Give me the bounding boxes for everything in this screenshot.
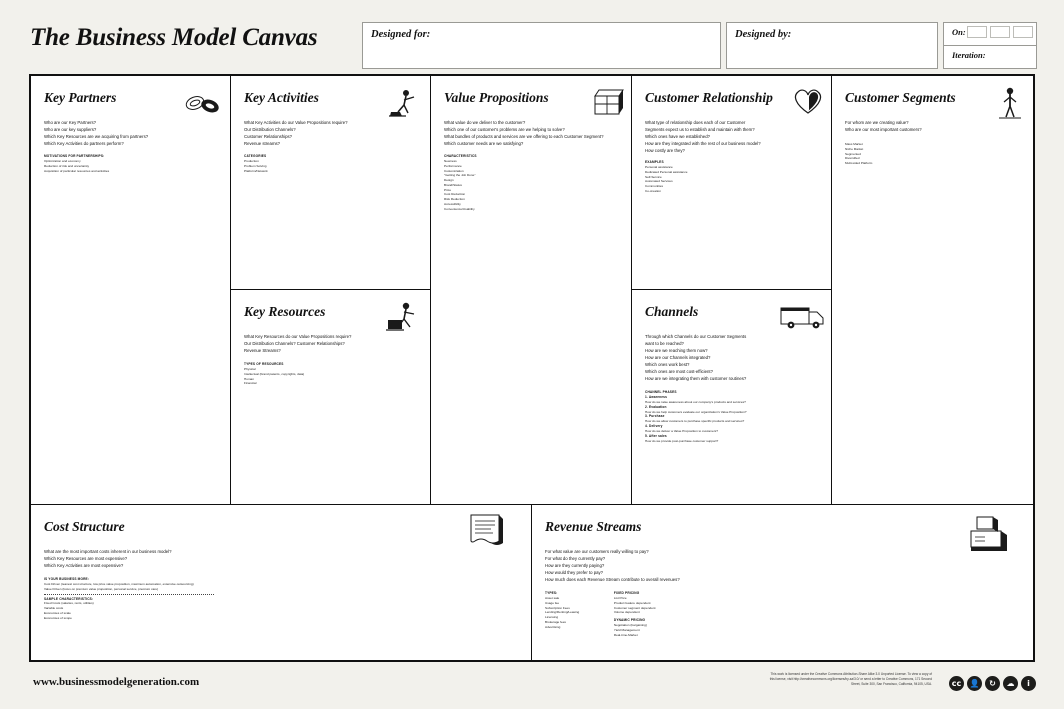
block-title-key-resources: Key Resources [244, 304, 326, 319]
block-title-key-partners: Key Partners [44, 90, 117, 105]
block-key-activities[interactable] [231, 76, 431, 290]
lists-cost-structure: IS YOUR BUSINESS MORE: Cost Driven (leanest cost structure, low price value proposition, maximum automation, extensive outsourcing) Value Driven (focus on premium value proposition, personal service, premium care) SAMPLE CHARACTERISTICS: Fixed Costs (salaries, rents, utilities) Variable costs Economies of scale Economies of scope [44, 577, 214, 621]
questions-revenue-streams: For what value are our customers really willing to pay? For what do they currently pay? How are they currently paying? How would they prefer to pay? How much does each Revenue Stream contribute to overall revenues? [545, 549, 680, 582]
block-title-customer-relationships: Customer Relationship [645, 90, 773, 105]
lists-channels: CHANNEL PHASES 1. Awareness How do we raise awareness about our company's products and services? 2. Evaluation How do we help customers evaluate our organization's Value Proposition? 3. Purchase How do we allow customers to purchase specific products and services? 4. Delivery How do we deliver a Value Proposition to customers? 5. After sales How do we provide post-purchase customer support? [645, 390, 747, 443]
canvas-grid [29, 74, 1035, 662]
license-text: This work is licensed under the Creative Commons Attribution-Share Alike 3.0 Unported License. To view a copy of this license, visit http://creativecommons.org/licenses/by-sa/3.0/ or send a letter to Creative Commons, 171 Second Street, Suite 300, San Francisco, California, 94105, USA. [769, 672, 932, 687]
cc-sa-icon: ↻ [985, 676, 1000, 691]
lists-customer-relationships: EXAMPLES Personal assistance Dedicated Personal assistance Self-Service Automated Services Communities Co-creation [645, 160, 688, 193]
strategyzer-cloud-icon: ☁ [1003, 676, 1018, 691]
block-title-value-propositions: Value Propositions [444, 90, 549, 105]
designed-for-label: Designed for: [371, 29, 431, 40]
date-rule-day [967, 26, 987, 38]
designed-by-label: Designed by: [735, 29, 792, 40]
block-title-revenue-streams: Revenue Streams [545, 519, 642, 534]
block-key-resources[interactable] [231, 290, 431, 504]
delivery-truck-icon [779, 302, 827, 337]
footer-url[interactable]: www.businessmodelgeneration.com [33, 676, 200, 688]
date-rule-month [990, 26, 1010, 38]
chain-links-icon [182, 90, 224, 121]
block-customer-relationships[interactable] [632, 76, 832, 290]
questions-value-propositions: What value do we deliver to the customer? Which one of our customer's problems are we helping to solve? What bundles of products and services are we offering to each Customer Segment? Which customer needs are we satisfying? [444, 120, 604, 146]
lists-customer-segments: Mass Market Niche Market Segmented Diversified Multi-sided Platform [845, 142, 873, 166]
date-on-field[interactable] [943, 22, 1037, 46]
designed-for-field[interactable] [362, 22, 721, 69]
lists-key-partners: MOTIVATIONS FOR PARTNERSHIPS: Optimization and economy Reduction of risk and uncertainty Acquisition of particular resources and activities [44, 154, 110, 173]
block-value-propositions[interactable] [431, 76, 632, 504]
block-customer-segments[interactable] [832, 76, 1033, 504]
iteration-field[interactable] [943, 45, 1037, 69]
lists-key-resources: TYPES OF RESOURCES Physical Intellectual (brand patents, copyrights, data) Human Financial [244, 362, 305, 386]
questions-key-activities: What Key Activities do our Value Propositions require? Our Distribution Channels? Customer Relationships? Revenue streams? [244, 120, 348, 146]
on-label: On: [952, 27, 966, 37]
questions-channels: Through which Channels do our Customer Segments want to be reached? How are we reaching them now? How are our Channels integrated? Which ones work best? Which ones are most cost-efficient? How are we integrating them with customer routines? [645, 334, 747, 381]
info-icon: i [1021, 676, 1036, 691]
date-rule-year [1013, 26, 1033, 38]
lists-revenue-streams: TYPES: Asset sale Usage fee Subscription Fees Lending/Renting/Leasing Licensing Brokerage fees Advertising FIXED PRICING List Price Product feature dependent Customer segment dependent Volume dependent DYNAMIC PRICING Negotiation (bargaining) Yield Management Real-time-Market [545, 591, 656, 637]
lists-key-activities: CATEGORIES Production Problem Solving Platform/Network [244, 154, 268, 173]
designed-by-field[interactable] [726, 22, 938, 69]
page-title: The Business Model Canvas [30, 24, 318, 51]
iteration-label: Iteration: [952, 50, 986, 60]
cc-by-icon: 👤 [967, 676, 982, 691]
questions-key-partners: Who are our Key Partners? Who are our key suppliers? Which Key Resources are we acquiring from partners? Which Key Activities do partners perform? [44, 120, 149, 146]
lists-value-propositions: CHARACTERISTICS Newness Performance Customization "Getting the Job Done" Design Brand/Status Price Cost Reduction Risk Reduction Accessibility Convenience/Usability [444, 154, 477, 211]
block-cost-structure[interactable] [31, 504, 532, 660]
creative-commons-badges [949, 676, 1036, 691]
cost-divider [44, 594, 214, 595]
questions-cost-structure: What are the most important costs inherent in our business model? Which Key Resources are most expensive? Which Key Activities are most expensive? [44, 549, 172, 568]
heart-icon [791, 86, 825, 121]
block-title-key-activities: Key Activities [244, 90, 319, 105]
block-title-cost-structure: Cost Structure [44, 519, 125, 534]
questions-key-resources: What Key Resources do our Value Propositions require? Our Distribution Channels? Customer Relationships? Revenue Streams? [244, 334, 352, 353]
block-title-channels: Channels [645, 304, 699, 319]
questions-customer-segments: For whom are we creating value? Who are our most important customers? [845, 120, 922, 132]
block-title-customer-segments: Customer Segments [845, 90, 956, 105]
block-key-partners[interactable] [31, 76, 231, 504]
questions-customer-relationships: What type of relationship does each of our Customer Segments expect us to establish and maintain with them? Which ones have we established? How are they integrated with the rest of our business model? How costly are they? [645, 120, 761, 153]
date-rule-boxes [967, 26, 1033, 38]
block-channels[interactable] [632, 290, 832, 504]
block-revenue-streams[interactable] [532, 504, 1033, 660]
cc-icon: cc [949, 676, 964, 691]
gift-box-icon [589, 84, 625, 125]
